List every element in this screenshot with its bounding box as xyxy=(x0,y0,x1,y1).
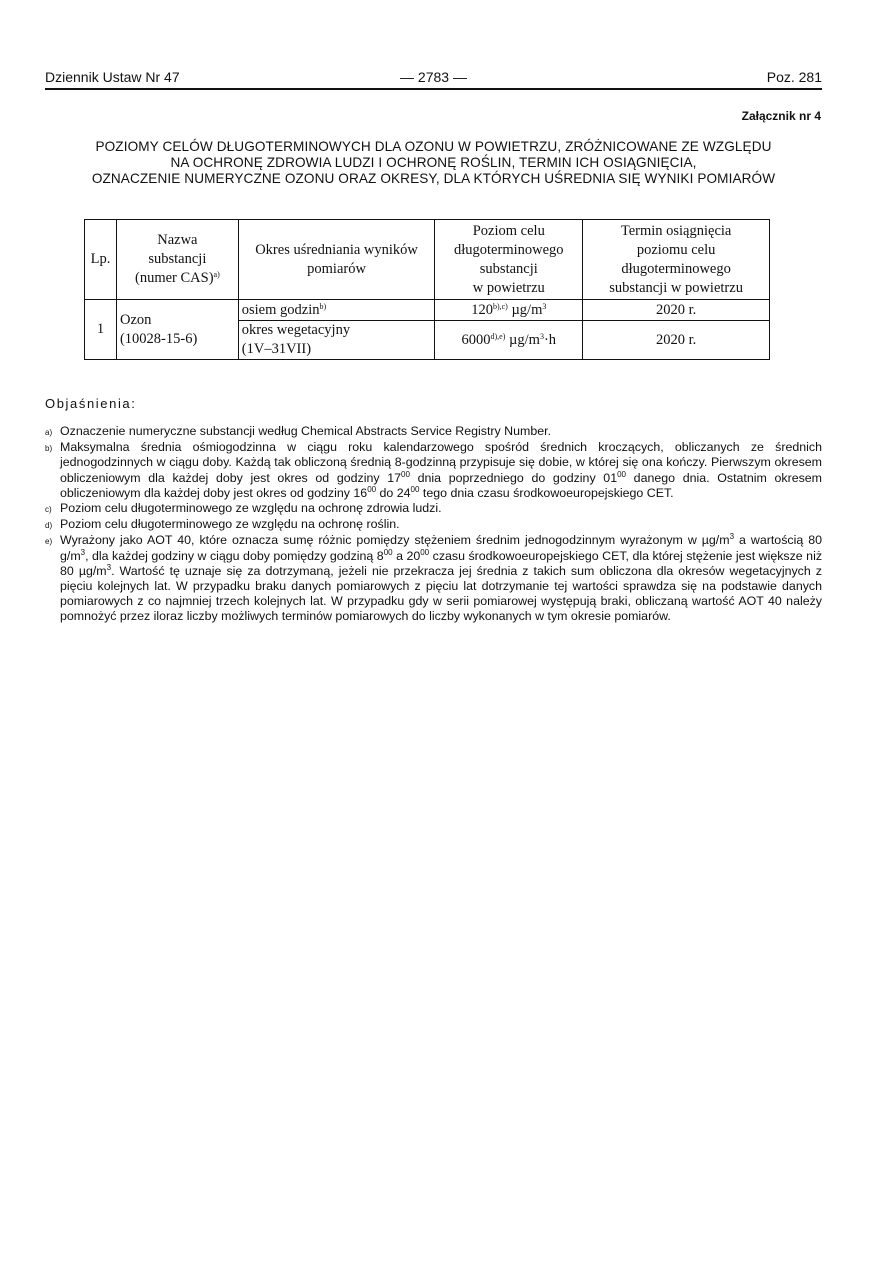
title-line: POZIOMY CELÓW DŁUGOTERMINOWYCH DLA OZONU W POWIETRZU, ZRÓŻNICOWANE ZE WZGLĘDU xyxy=(95,139,772,154)
title-line: NA OCHRONĘ ZDROWIA LUDZI I OCHRONĘ ROŚLIN, TERMIN ICH OSIĄGNIĘCIA, xyxy=(170,155,697,170)
cell-lp: 1 xyxy=(85,300,117,360)
header-averaging-period: Okres uśredniania wyników pomiarów xyxy=(238,220,435,300)
position-number: Poz. 281 xyxy=(766,69,822,85)
footnote-e: e) Wyrażony jako AOT 40, które oznacza sumę różnic pomiędzy stężeniem średnim jednogodzinnym wyrażonym w $\mu g/m^3$ a wartością 80 $g/m^3$, dla każdej godziny w ciągu doby pomiędzy godziną $8^{00}$ a $20^{00}$ czasu środkowoeuropejskiego CET, dla której stężenie jest większe niż 80 $\mu g/m^3$. Wartość tę uznaje się za dotrzymaną, jeżeli nie przekracza jej średnia z takich sum obliczona dla okresów wegetacyjnych z pięciu kolejnych lat. W przypadku braku danych pomiarowych z pięciu lat dotrzymanie tej wartości sprawdza się na podstawie danych pomiarowych z co najmniej trzech kolejnych lat. W przypadku gdy w serii pomiarowej występują braki, obliczaną wartość AOT 40 należy pomnożyć przez iloraz liczby możliwych terminów pomiarowych do liczby wykonanych w tym okresie pomiarów. xyxy=(45,532,823,624)
footnote-d: d) Poziom celu długoterminowego ze względu na ochronę roślin. xyxy=(45,517,400,532)
header-deadline: Termin osiągnięcia poziomu celu długoterminowego substancji w powietrzu xyxy=(583,220,770,300)
cell-period-8h: osiem godzin$^{b)}$ xyxy=(238,300,435,321)
footnote-b: b) Maksymalna średnia ośmiogodzinna w ciągu roku kalendarzowego spośród średnich kroczących, obliczanych ze średnich jednogodzinnych w ciągu doby. Każdą tak obliczoną średnią 8-godzinną przypisuje się dobie, w której się ona kończy. Pierwszym okresem obliczeniowym dla każdej doby jest okres od godziny $17^{00}$ dnia poprzedniego do godziny $01^{00}$ danego dnia. Ostatnim okresem obliczeniowym dla każdej doby jest okres od godziny $16^{00}$ do $24^{00}$ tego dnia czasu środkowoeuropejskiego CET. xyxy=(45,440,822,500)
explanations-heading: Objaśnienia: xyxy=(45,396,137,411)
cell-period-vegetation: okres wegetacyjny (1V–31VII) xyxy=(238,321,435,360)
cell-deadline-8h: 2020 r. xyxy=(583,300,770,321)
page-number: — 2783 — xyxy=(400,69,467,85)
journal-name: Dziennik Ustaw Nr 47 xyxy=(45,69,180,85)
page-header xyxy=(45,69,822,87)
footnote-c: c) Poziom celu długoterminowego ze względu na ochronę zdrowia ludzi. xyxy=(45,501,442,516)
ozone-targets-table xyxy=(84,219,770,360)
header-rule xyxy=(45,88,822,90)
cell-level-8h: $120^{b),c)}$ $\mu g/m^3$ xyxy=(435,300,583,321)
table-row xyxy=(85,300,770,321)
footnotes xyxy=(45,424,822,625)
cell-substance: Ozon (10028-15-6) xyxy=(116,300,238,360)
title-line: OZNACZENIE NUMERYCZNE OZONU ORAZ OKRESY, DLA KTÓRYCH UŚREDNIA SIĘ WYNIKI POMIARÓW xyxy=(91,171,776,186)
cell-level-vegetation: $6000^{d),e)}$ $\mu g/m^3\cdot h$ xyxy=(435,321,583,360)
header-target-level: Poziom celu długoterminowego substancji w powietrzu xyxy=(435,220,583,300)
footnote-a: a) Oznaczenie numeryczne substancji według Chemical Abstracts Service Registry Number. xyxy=(45,424,552,438)
document-title xyxy=(45,139,822,187)
cell-deadline-vegetation: 2020 r. xyxy=(583,321,770,360)
table-header-row xyxy=(85,220,770,300)
annex-label: Załącznik nr 4 xyxy=(741,109,821,123)
header-lp: Lp. xyxy=(85,220,117,300)
header-substance: Nazwa substancji (numer CAS)$^{a)}$ xyxy=(116,220,238,300)
